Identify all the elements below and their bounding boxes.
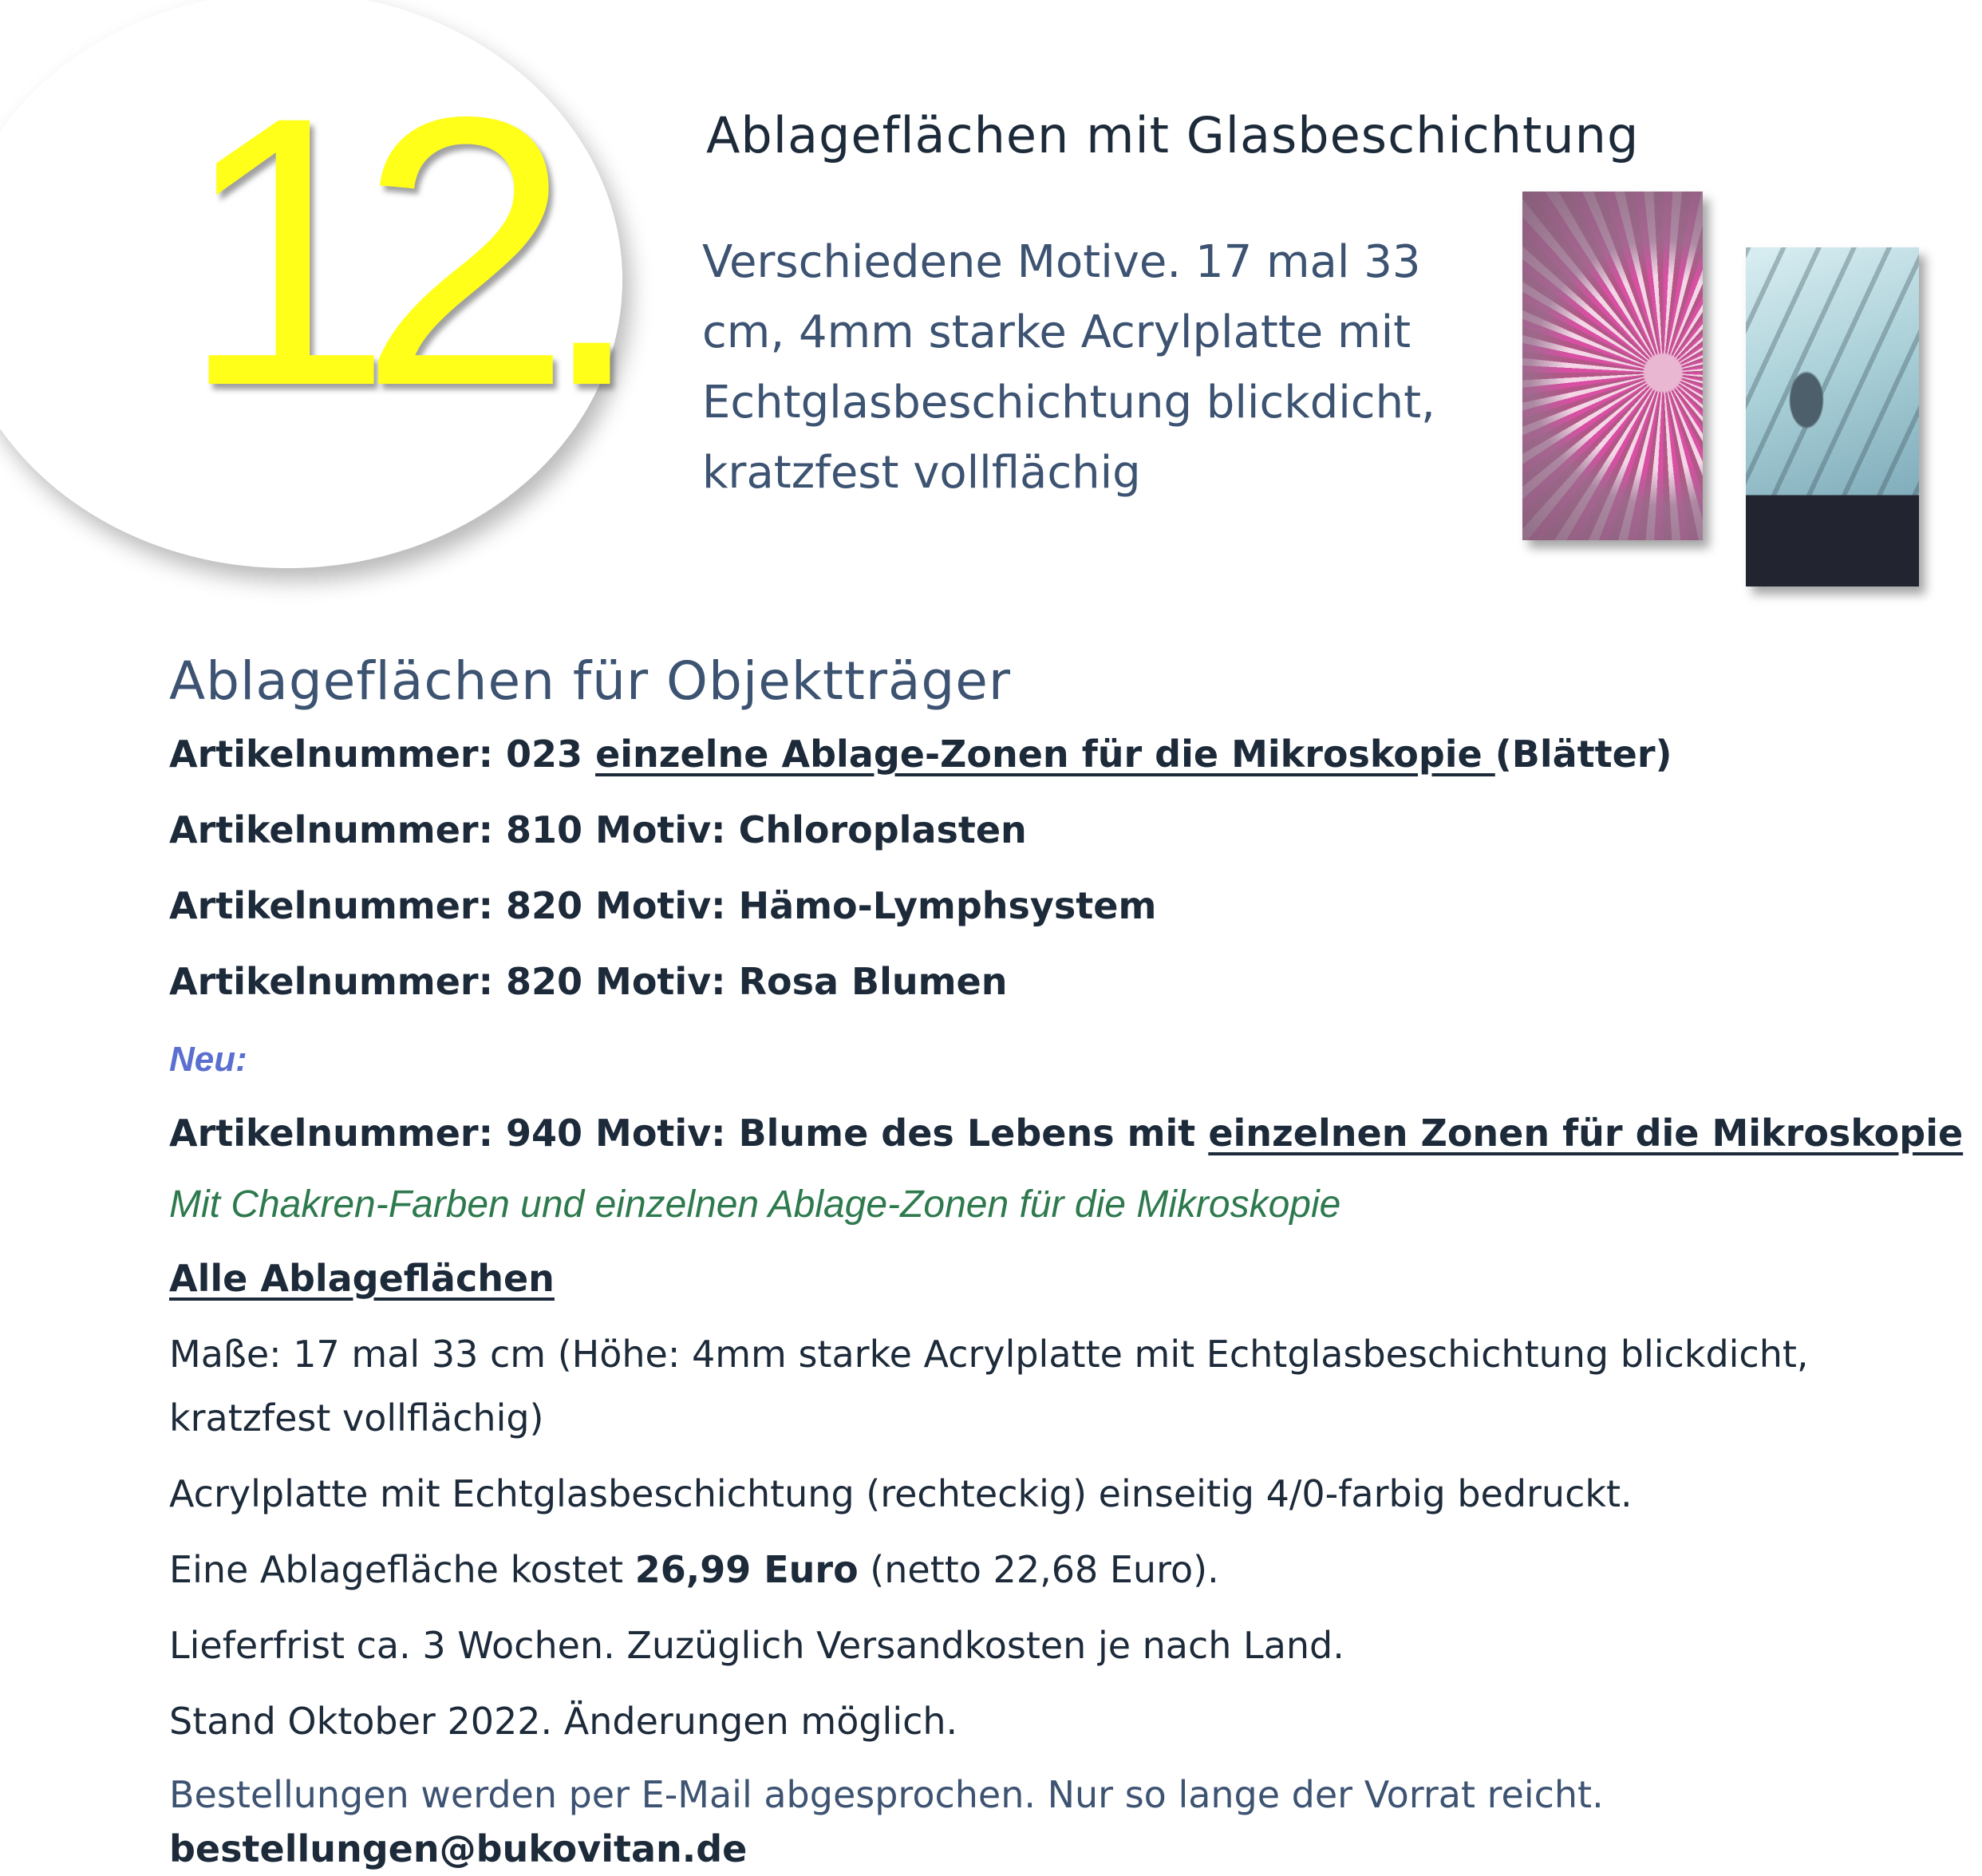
- chakra-note: Mit Chakren-Farben und einzelnen Ablage-Zonen für die Mikroskopie: [169, 1183, 1341, 1226]
- intro-line: Verschiedene Motive. 17 mal 33: [702, 236, 1421, 288]
- new-label: Neu:: [169, 1040, 247, 1079]
- dimensions-text: Maße: 17 mal 33 cm (Höhe: 4mm starke Acrylplatte mit Echtglasbeschichtung blickdicht,: [169, 1333, 1809, 1376]
- section-number: 12.: [180, 37, 612, 465]
- intro-text: [702, 227, 1484, 508]
- price-value: 26,99 Euro: [634, 1548, 859, 1591]
- all-heading: Alle Ablageflächen: [169, 1257, 555, 1300]
- status-info: Stand Oktober 2022. Änderungen möglich.: [169, 1700, 958, 1743]
- intro-line: kratzfest vollflächig: [702, 447, 1141, 499]
- article-item: Artikelnummer: 820 Motiv: Hämo-Lymphsystem: [169, 884, 1157, 927]
- order-info: Bestellungen werden per E-Mail abgesprochen. Nur so lange der Vorrat reicht.: [169, 1773, 1604, 1816]
- article-item: Artikelnummer: 810 Motiv: Chloroplasten: [169, 808, 1027, 851]
- intro-line: cm, 4mm starke Acrylplatte mit: [702, 306, 1411, 358]
- article-item: Artikelnummer: 023 einzelne Ablage-Zonen für die Mikroskopie (Blätter): [169, 733, 1672, 776]
- price-line: Eine Ablagefläche kostet 26,99 Euro (netto 22,68 Euro).: [169, 1548, 1219, 1591]
- zones-link[interactable]: einzelne Ablage-Zonen für die Mikroskopie: [595, 733, 1495, 776]
- print-info: Acrylplatte mit Echtglasbeschichtung (rechteckig) einseitig 4/0-farbig bedruckt.: [169, 1472, 1633, 1515]
- article-item: Artikelnummer: 820 Motiv: Rosa Blumen: [169, 960, 1008, 1003]
- dimensions-text-cont: kratzfest vollflächig): [169, 1396, 544, 1440]
- zones-link-new[interactable]: einzelnen Zonen für die Mikroskopie: [1208, 1112, 1964, 1155]
- intro-line: Echtglasbeschichtung blickdicht,: [702, 377, 1435, 429]
- page-title: Ablageflächen mit Glasbeschichtung: [706, 106, 1640, 164]
- delivery-info: Lieferfrist ca. 3 Wochen. Zuzüglich Versandkosten je nach Land.: [169, 1624, 1344, 1667]
- microscopy-photo: [1746, 247, 1919, 586]
- email-link[interactable]: bestellungen@bukovitan.de: [169, 1827, 748, 1870]
- article-item-new: Artikelnummer: 940 Motiv: Blume des Lebens mit einzelnen Zonen für die Mikroskopie: [169, 1112, 1964, 1155]
- section-title: Ablageflächen für Objektträger: [169, 650, 1012, 712]
- flower-photo: [1522, 192, 1703, 540]
